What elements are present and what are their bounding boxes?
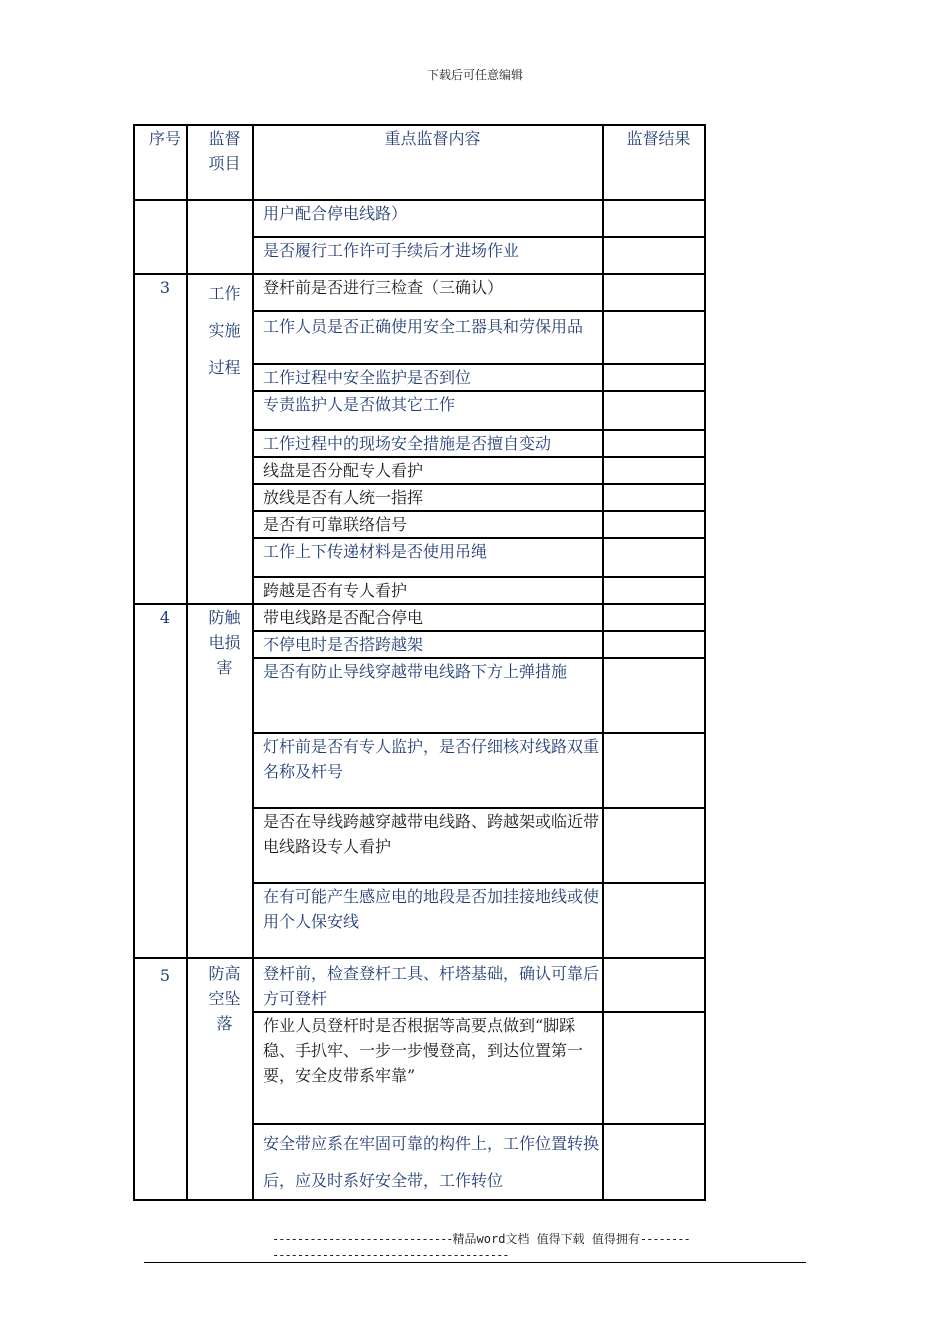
header-item [187,125,253,200]
content-cell: 工作人员是否正确使用安全工器具和劳保用品 [253,311,603,364]
page-header-note: 下载后可任意编辑 [426,68,523,82]
result-cell[interactable] [603,883,705,958]
content-cell: 是否有防止导线穿越带电线路下方上弹措施 [253,658,603,733]
content-cell: 工作上下传递材料是否使用吊绳 [253,538,603,577]
table-row [134,958,705,1012]
header-item-line1: 监督 [208,129,241,148]
section3-item-line2: 实施 [208,321,241,340]
result-cell[interactable] [603,1124,705,1200]
section3-item-line3: 过程 [208,358,241,377]
footer-note [272,1231,692,1263]
content-cell: 作业人员登杆时是否根据等高要点做到“脚踩稳、手扒牢、一步一步慢登高，到达位置第一要，安全皮带系牢靠” [253,1012,603,1124]
footer-rule [144,1262,806,1263]
content-cell: 在有可能产生感应电的地段是否加挂接地线或使用个人保安线 [253,883,603,958]
table-row [134,274,705,311]
section4-item-line1: 防触 [208,608,241,627]
content-cell: 是否有可靠联络信号 [253,511,603,538]
section5-seq: 5 [134,958,187,1200]
result-cell[interactable] [603,733,705,808]
result-cell[interactable] [603,237,705,274]
result-cell[interactable] [603,631,705,658]
section3-item-line1: 工作 [208,284,241,303]
result-cell[interactable] [603,511,705,538]
result-cell[interactable] [603,274,705,311]
result-cell[interactable] [603,538,705,577]
content-cell: 放线是否有人统一指挥 [253,484,603,511]
content-cell [253,1124,603,1200]
content-cell: 是否在导线跨越穿越带电线路、跨越架或临近带电线路设专人看护 [253,808,603,883]
content-cell: 不停电时是否搭跨越架 [253,631,603,658]
table-row [134,604,705,631]
result-cell[interactable] [603,658,705,733]
section3-seq: 3 [134,274,187,604]
result-cell[interactable] [603,430,705,457]
content-cell: 跨越是否有专人看护 [253,577,603,604]
content-cell: 用户配合停电线路） [253,200,603,237]
section4-item [187,604,253,958]
content-cell: 工作过程中安全监护是否到位 [253,364,603,391]
content-cell: 登杆前是否进行三检查（三确认） [253,274,603,311]
result-cell[interactable] [603,808,705,883]
content-cell: 登杆前，检查登杆工具、杆塔基础，确认可靠后方可登杆 [253,958,603,1012]
section4-item-line2: 电损 [208,633,241,652]
footer-text: 精品word文档 值得下载 值得拥有 [452,1232,640,1246]
footer-dashes-right: ---------------------------------------------- [272,1232,690,1262]
result-cell[interactable] [603,577,705,604]
header-item-line2: 项目 [208,154,241,173]
section5-item-line2: 空坠 [208,989,241,1008]
result-cell[interactable] [603,311,705,364]
section4-seq: 4 [134,604,187,958]
continued-item-cell [187,200,253,274]
table-row [134,200,705,237]
result-cell[interactable] [603,604,705,631]
header-result: 监督结果 [603,125,705,200]
result-cell[interactable] [603,958,705,1012]
inspection-table [133,124,706,1201]
footer-dashes-left: ----------------------------- [272,1232,453,1246]
content-cell: 工作过程中的现场安全措施是否擅自变动 [253,430,603,457]
section3-item [187,274,253,604]
content-cell: 带电线路是否配合停电 [253,604,603,631]
content-cell: 专责监护人是否做其它工作 [253,391,603,430]
section5-item [187,958,253,1200]
content-cell: 是否履行工作许可手续后才进场作业 [253,237,603,274]
result-cell[interactable] [603,1012,705,1124]
result-cell[interactable] [603,364,705,391]
header-seq: 序号 [134,125,187,200]
section5-item-line1: 防高 [208,964,241,983]
section4-item-line3: 害 [216,658,233,677]
content-cell: 灯杆前是否有专人监护，是否仔细核对线路双重名称及杆号 [253,733,603,808]
header-row [134,125,705,200]
content-cell-text: 安全带应系在牢固可靠的构件上，工作位置转换后，应及时系好安全带，工作转位 [263,1134,600,1190]
continued-seq-cell [134,200,187,274]
result-cell[interactable] [603,200,705,237]
header-content: 重点监督内容 [253,125,603,200]
result-cell[interactable] [603,457,705,484]
result-cell[interactable] [603,391,705,430]
result-cell[interactable] [603,484,705,511]
content-cell: 线盘是否分配专人看护 [253,457,603,484]
section5-item-line3: 落 [216,1014,233,1033]
